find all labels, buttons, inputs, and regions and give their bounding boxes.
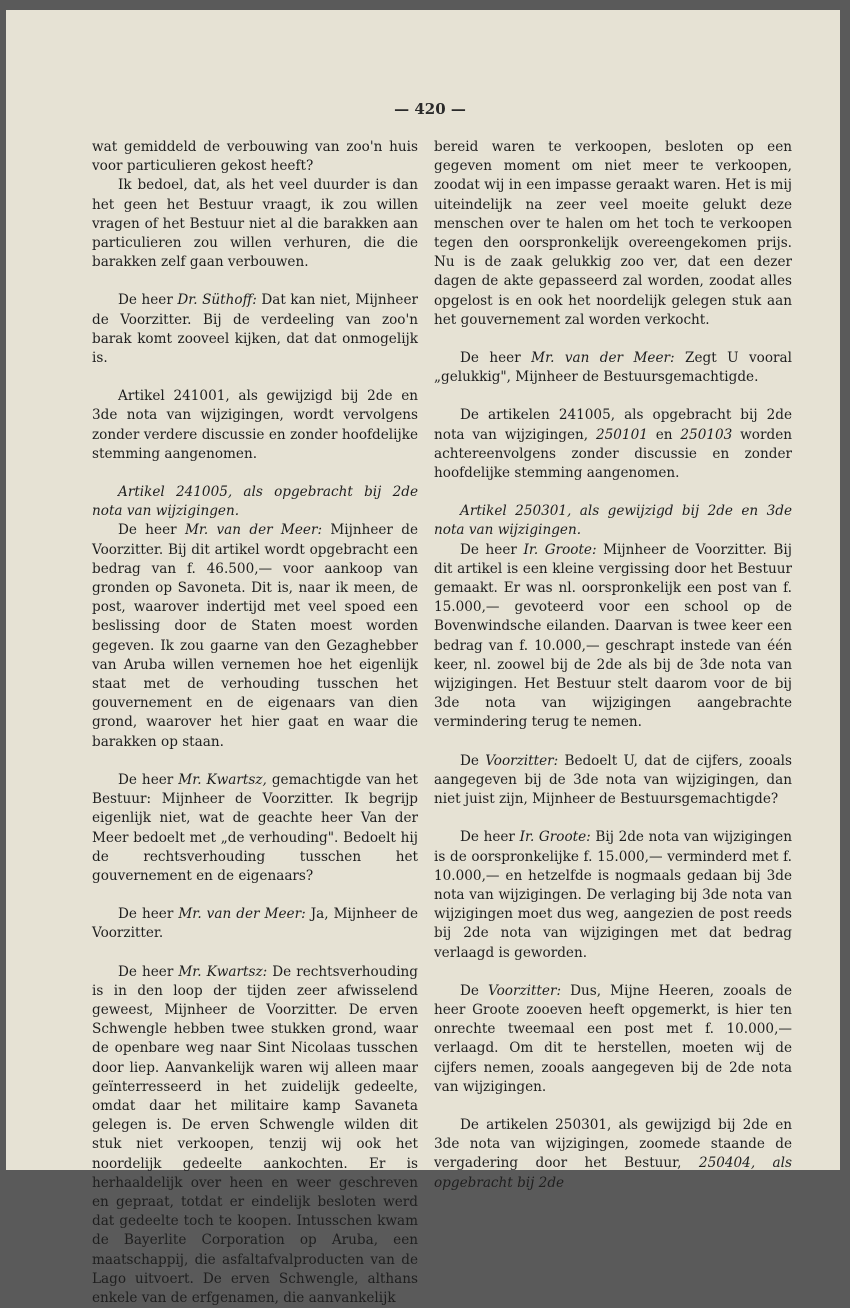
speaker-paragraph — [92, 905, 418, 943]
paragraph: Artikel 241001, als gewijzigd bij 2de en 3de nota van wijzigingen, wordt vervolgens zonder verdere discussie en zonder hoofdelijke stemming aangenomen. — [92, 388, 418, 462]
article-heading: Artikel 241005, als opgebracht bij 2de nota van wijzigingen. — [92, 484, 418, 520]
speaker-prefix: De heer — [118, 906, 179, 923]
page-number: — 420 — — [394, 100, 466, 118]
speaker-paragraph — [92, 291, 418, 368]
speech-text: Mijnheer de Voorzitter. Bij dit artikel is een kleine vergissing door het Bestuur gemaakt. Er was nl. oorspronkelijk een post van f. 15.000,— gevoteerd voor een school op de Bovenwindsche eilanden. Daarvan is twee keer een bedrag van f. 10.000,— geschrapt instede van één keer, nl. zoowel bij de 2de als bij de 3de nota van wijzigingen. Het Bestuur stelt daarom voor de bij 3de nota van wijzigingen aangebrachte vermindering terug te nemen. — [434, 541, 792, 731]
articles-conjunction: en — [647, 426, 681, 443]
paragraph: bereid waren te verkoopen, besloten op een gegeven moment om niet meer te verkoopen, zoodat wij in een impasse geraakt waren. Het is mij uiteindelijk na zeer veel moeite gelukt deze menschen over te halen om het toch te verkoopen tegen den oorspronkelijk overeengekomen prijs. Nu is de zaak gelukkig zoo ver, dat een dezer dagen de akte gepasseerd zal worden, zoodat alles opgelost is en ook het noordelijk gelegen stuk aan het gouvernement zal worden verkocht. — [434, 139, 792, 328]
paragraph: Ik bedoel, dat, als het veel duurder is dan het geen het Bestuur vraagt, ik zou willen vragen of het Bestuur niet al die barakken aan particulieren zou willen verhuren, die die barakken zelf gaan verbouwen. — [92, 177, 418, 271]
speaker-prefix: De heer — [460, 350, 532, 367]
speaker-prefix: De — [460, 752, 486, 769]
speech-text: De rechtsverhouding is in den loop der tijden zeer afwisselend geweest, Mijnheer de Voorzitter. De erven Schwengle hebben twee stukken grond, waar de openbare weg naar Sint Nicolaas tusschen door liep. Aanvankelijk waren wij alleen maar geïnterresseerd in het zuidelijk gedeelte, omdat daar het militaire kamp Savaneta gelegen is. De erven Schwengle wilden dit stuk niet verkoopen, tenzij wij ook het noordelijk gedeelte aankochten. Er is herhaaldelijk over heen en weer geschreven en gepraat, totdat er eindelijk besloten werd dat gedeelte toch te koopen. Intusschen kwam de Bayerlite Corporation op Aruba, een maatschappij, die asfaltafvalproducten van de Lago uitvoert. De erven Schwengle, althans enkele van de erfgenamen, die aanvankelijk — [92, 963, 419, 1306]
speaker-paragraph — [434, 982, 792, 1097]
speaker-paragraph — [434, 828, 792, 962]
scanned-page — [6, 10, 840, 1306]
left-column — [92, 138, 418, 1308]
speaker-name: Mr. van der Meer: — [531, 350, 675, 367]
articles-text: worden achtereenvolgens zonder discussie en zonder hoofdelijke stemming aangenomen. — [434, 426, 792, 482]
speaker-prefix: De heer — [118, 292, 178, 309]
speaker-prefix: De — [460, 982, 489, 999]
paragraph: wat gemiddeld de verbouwing van zoo'n huis voor particulieren gekost heeft? — [92, 139, 418, 175]
speaker-prefix: De heer — [118, 522, 185, 539]
speaker-name: Ir. Groote: — [523, 541, 597, 558]
speaker-paragraph — [92, 963, 418, 1308]
speech-text: Ja, Mijnheer de Voorzitter. — [92, 906, 418, 942]
articles-prefix: De artikelen 241005, als opgebracht bij 2de nota van wijzigingen, — [434, 407, 792, 443]
article-reference: 250404, als opgebracht bij 2de — [434, 1155, 792, 1191]
speech-text: gemachtigde van het Bestuur: Mijnheer de Voorzitter. Ik begrijp eigenlijk niet, wat de geachte heer Van der Meer bedoelt met „de verhouding". Bedoelt hij de rechtsverhouding tusschen het gouvernement en de eigenaars? — [92, 771, 418, 884]
speaker-name: Dr. Süthoff: — [177, 292, 257, 309]
speaker-paragraph — [92, 771, 418, 886]
speech-text: Zegt U vooral „gelukkig", Mijnheer de Bestuursgemachtigde. — [434, 350, 792, 386]
speaker-name: Voorzitter: — [485, 752, 559, 769]
speech-text: Bedoelt U, dat de cijfers, zooals aangegeven bij de 3de nota van wijzigingen, dan niet juist zijn, Mijnheer de Bestuursgemachtigde? — [434, 752, 792, 808]
speech-text: Dus, Mijne Heeren, zooals de heer Groote zooeven heeft opgemerkt, is hier ten onrechte tweemaal een post met f. 10.000,— verlaagd. Om dit te herstellen, moeten wij de cijfers nemen, zooals aangegeven bij de 2de nota van wijzigingen. — [434, 982, 793, 1095]
articles-paragraph — [434, 1116, 792, 1193]
speaker-prefix: De heer — [460, 541, 524, 558]
article-number: 250103 — [680, 426, 733, 443]
speaker-name: Voorzitter: — [488, 982, 562, 999]
speaker-prefix: De heer — [118, 963, 179, 980]
right-column — [434, 138, 792, 1193]
speaker-paragraph — [434, 752, 792, 810]
articles-paragraph — [434, 406, 792, 483]
speaker-name: Ir. Groote: — [519, 829, 591, 846]
speech-text: Mijnheer de Voorzitter. Bij dit artikel wordt opgebracht een bedrag van f. 46.500,— voor aankoop van gronden op Savoneta. Dit is, naar ik meen, de post, waarover indertijd met veel spoed een beslissing door de Staten moest worden gegeven. Ik zou gaarne van den Gezaghebber van Aruba willen vernemen hoe het eigenlijk staat met de verhouding tusschen het gouvernement en de eigenaars van dien grond, waarover het hier gaat en waar die barakken op staan. — [92, 522, 419, 750]
speaker-name: Mr. Kwartsz: — [178, 963, 268, 980]
speaker-name: Mr. van der Meer: — [178, 906, 306, 923]
speaker-name: Mr. Kwartsz, — [178, 771, 267, 788]
speaker-prefix: De heer — [118, 771, 179, 788]
article-number: 250101 — [595, 426, 648, 443]
speech-text: Bij 2de nota van wijzigingen is de oorspronkelijke f. 15.000,— verminderd met f. 10.000,— en hetzelfde is nogmaals gedaan bij 3de nota van wijzigingen. De verlaging bij 3de nota van wijzigingen moet dus weg, aangezien de post reeds bij 2de nota van wijzigingen met dat bedrag verlaagd is geworden. — [434, 829, 792, 961]
speaker-name: Mr. van der Meer: — [184, 522, 323, 539]
speaker-paragraph — [434, 541, 792, 733]
speaker-paragraph — [92, 521, 418, 751]
speaker-paragraph — [434, 349, 792, 387]
article-heading: Artikel 250301, als gewijzigd bij 2de en 3de nota van wijzigingen. — [434, 503, 792, 539]
articles-text: De artikelen 250301, als gewijzigd bij 2de en 3de nota van wijzigingen, zoomede staande de vergadering door het Bestuur, — [434, 1116, 792, 1172]
speaker-prefix: De heer — [460, 829, 520, 846]
speech-text: Dat kan niet, Mijnheer de Voorzitter. Bij de verdeeling van zoo'n barak komt zooveel kijken, dat dat onmogelijk is. — [92, 292, 418, 367]
